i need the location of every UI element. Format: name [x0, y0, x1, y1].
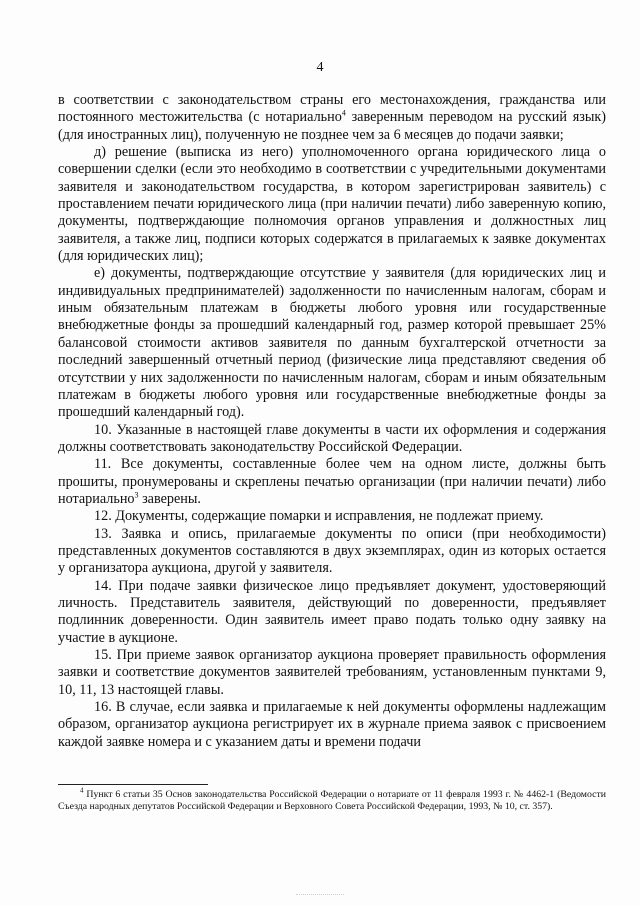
- page-number: 4: [316, 60, 324, 75]
- footnote-marker: 4: [80, 786, 84, 795]
- paragraph-clause-16: 16. В случае, если заявка и прилагаемые к ней документы оформлены надлежащим образом, организатор аукциона регистрирует их в журнале приема заявок с присвоением каждой заявке номера и с указанием даты и времени подачи: [58, 699, 606, 750]
- paragraph-item-d: д) решение (выписка из него) уполномоченного органа юридического лица о совершении сделки (если это необходимо в соответствии с учредительными документами заявителя и законодательством государства, в котором зарегистрирован заявитель) с проставлением печати юридического лица (при наличии печати) либо заверенную копию, документы, подтверждающие полномочия органов управления и должностных лиц заявителя, а также лиц, подписи которых содержатся в прилагаемых к заявке документах (для юридических лиц);: [58, 144, 606, 265]
- footnote-divider: [58, 784, 208, 785]
- paragraph-text: заверенным переводом на русский язык) (для иностранных лиц), полученную не позднее чем за 6 месяцев до подачи заявки;: [58, 109, 606, 143]
- paragraph-clause-11: [58, 456, 606, 508]
- paragraph-continuation: [58, 92, 606, 144]
- paragraph-item-e: е) документы, подтверждающие отсутствие у заявителя (для юридических лиц и индивидуальных предпринимателей) задолженности по начисленным налогам, сборам и иным обязательным платежам в бюджеты любого уровня или государственные внебюджетные фонды за прошедший календарный год, размер которой превышает 25% балансовой стоимости активов заявителя по данным бухгалтерской отчетности за последний завершенный отчетный период (физические лица представляют сведения об отсутствии у них задолженности по начисленным налогам, сборам и иным обязательным платежам в бюджеты любого уровня или государственные внебюджетные фонды за прошедший календарный год).: [58, 265, 606, 421]
- scan-edge-mark: [296, 894, 344, 901]
- paragraph-clause-13: 13. Заявка и опись, прилагаемые документы по описи (при необходимости) представленных документов составляются в двух экземплярах, один из которых остается у организатора аукциона, другой у заявителя.: [58, 525, 606, 577]
- paragraph-clause-12: 12. Документы, содержащие помарки и исправления, не подлежат приему.: [94, 508, 544, 525]
- paragraph-text: 11. Все документы, составленные более чем на одном листе, должны быть прошиты, пронумерованы и скреплены печатью организации (при наличии печати) либо нотариально: [58, 456, 606, 507]
- paragraph-clause-15: 15. При приеме заявок организатор аукциона проверяет правильность оформления заявки и соответствие документов заявителей требованиям, установленным пунктами 9, 10, 11, 13 настоящей главы.: [58, 647, 606, 698]
- body-text: [58, 92, 606, 751]
- footnote: [58, 786, 606, 814]
- footnote-text: Пункт 6 статьи 35 Основ законодательства Российской Федерации о нотариате от 11 февраля 1993 г. № 4462-1 (Ведомости Съезда народных депутатов Российской Федерации и Верховного Совета Российской Федерации, 1993, № 10, ст. 357).: [58, 789, 606, 813]
- paragraph-clause-14: 14. При подаче заявки физическое лицо предъявляет документ, удостоверяющий личность. Представитель заявителя, действующий по доверенности, предъявляет подлинник доверенности. Один заявитель имеет право подать только одну заявку на участие в аукционе.: [58, 577, 606, 646]
- paragraph-clause-10: 10. Указанные в настоящей главе документы в части их оформления и содержания должны соответствовать законодательству Российской Федерации.: [58, 421, 606, 455]
- footnote-reference: 3: [134, 490, 139, 500]
- paragraph-text: заверены.: [138, 490, 201, 507]
- footnote-reference: 4: [341, 108, 346, 118]
- paragraph-text: в соответствии с законодательством страны его местонахождения, гражданства или постоянного местожительства (с нотариально: [58, 92, 606, 126]
